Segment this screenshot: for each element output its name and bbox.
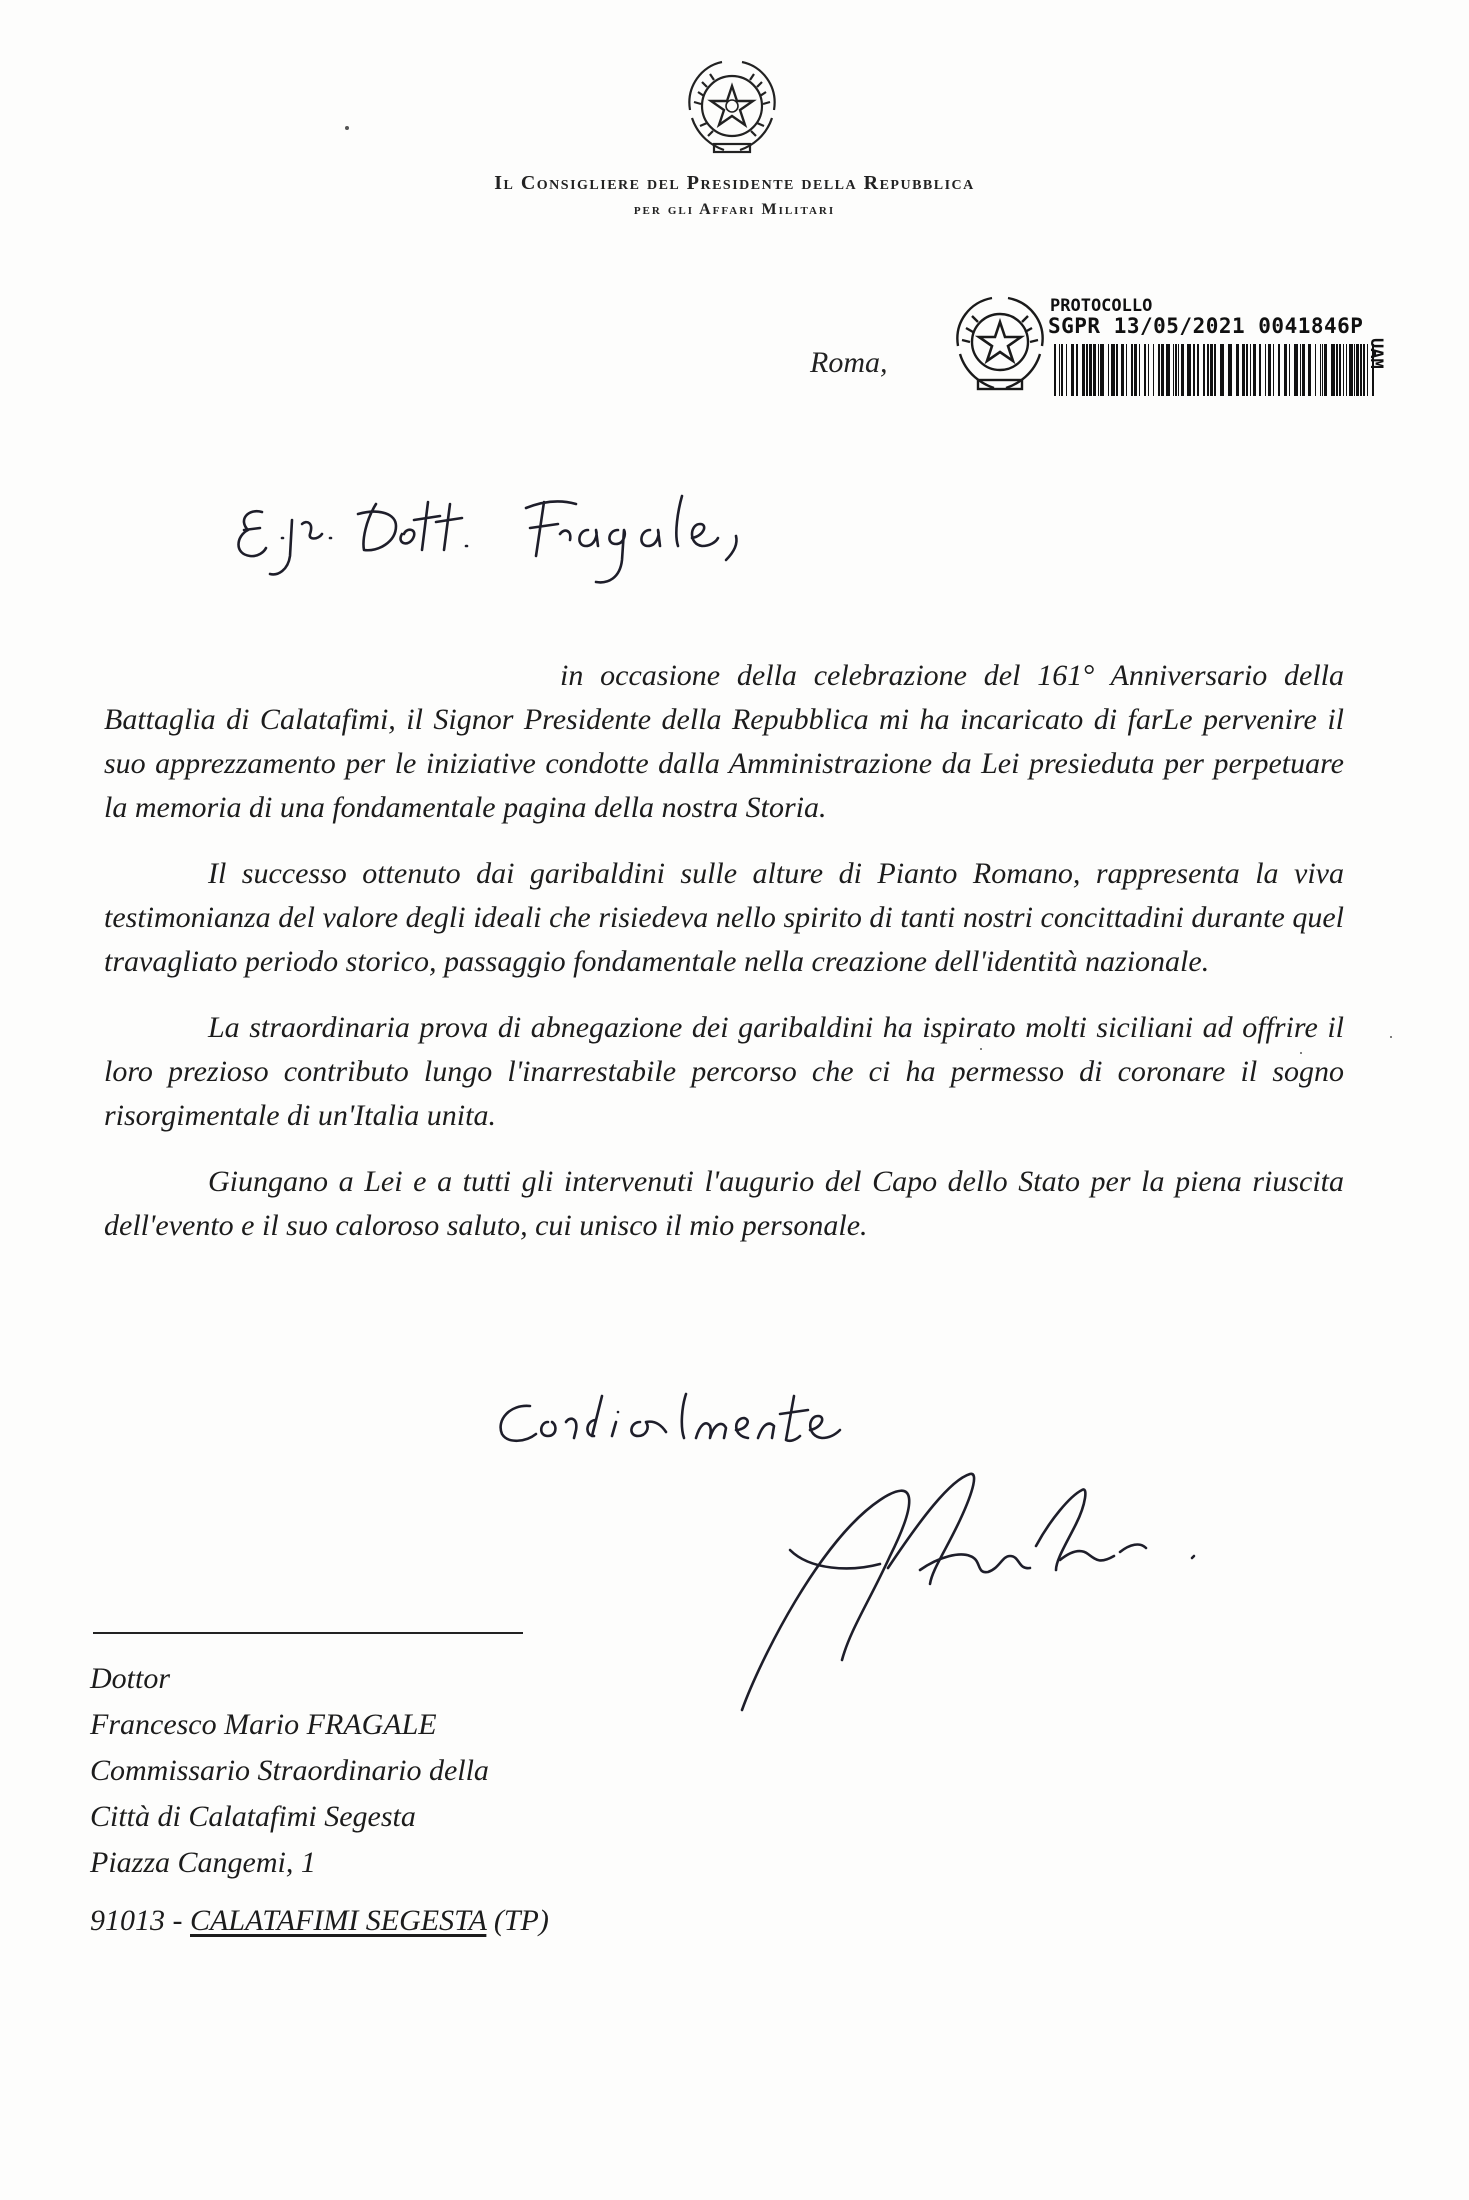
barcode-bar xyxy=(1100,344,1104,396)
barcode-bar xyxy=(1086,344,1088,396)
stamp-side-label: UAM xyxy=(1366,338,1386,369)
barcode-bar xyxy=(1300,344,1301,396)
barcode-bar xyxy=(1322,344,1323,396)
barcode-bar xyxy=(1324,344,1327,396)
place-label: Roma, xyxy=(810,346,888,379)
barcode-bar xyxy=(1273,344,1274,396)
letterhead-subtitle: per gli Affari Militari xyxy=(633,201,836,218)
letterhead xyxy=(0,172,1469,219)
italian-republic-emblem-icon xyxy=(676,52,788,164)
barcode-bar xyxy=(1181,344,1184,396)
barcode-bar xyxy=(1343,344,1344,396)
barcode-bar xyxy=(1071,344,1074,396)
barcode-bar xyxy=(1294,344,1298,396)
barcode-bar xyxy=(1153,344,1154,396)
scan-speck xyxy=(980,1048,982,1050)
barcode-bar xyxy=(1250,344,1251,396)
barcode-bar xyxy=(1268,344,1271,396)
address-postal-line xyxy=(90,1898,549,1944)
barcode-bar xyxy=(1242,344,1245,396)
protocol-label: PROTOCOLLO xyxy=(1050,296,1153,316)
barcode-bar xyxy=(1360,344,1362,396)
barcode-bar xyxy=(1076,344,1078,396)
barcode-bar xyxy=(1108,344,1109,396)
barcode-bar xyxy=(1331,344,1335,396)
barcode-bar xyxy=(1339,344,1341,396)
barcode-bar xyxy=(1139,344,1140,396)
barcode-bar xyxy=(1346,344,1347,396)
barcode-bar xyxy=(1161,344,1164,396)
barcode-bar xyxy=(1054,344,1056,396)
barcode-bar xyxy=(1236,344,1239,396)
barcode-bar xyxy=(1220,344,1224,396)
barcode-bar xyxy=(1082,344,1085,396)
body-paragraph-1: in occasione della celebrazione del 161° Anniversario della Battaglia di Calatafimi, il Signor Presidente della Repubblica mi ha incaricato di farLe pervenire il suo apprezzamento per le iniziative condotte dalla Amministrazione da Lei presieduta per perpetuare la memoria di una fondamentale pagina della nostra Storia. xyxy=(104,659,1344,824)
barcode-bar xyxy=(1246,344,1248,396)
barcode-bar xyxy=(1356,344,1359,396)
address-city: Città di Calatafimi Segesta xyxy=(90,1800,416,1833)
letterhead-title: Il Consigliere del Presidente della Repubblica xyxy=(494,172,975,194)
barcode-bar xyxy=(1111,344,1115,396)
barcode-bar xyxy=(1289,344,1290,396)
body-paragraph-4: Giungano a Lei e a tutti gli intervenuti l'augurio del Capo dello Stato per la piena riuscita dell'evento e il suo caloroso saluto, cui unisco il mio personale. xyxy=(104,1165,1344,1242)
barcode-bar xyxy=(1315,344,1316,396)
barcode-bar xyxy=(1059,344,1060,396)
barcode-bar xyxy=(1121,344,1124,396)
barcode-bar xyxy=(1178,344,1179,396)
barcode-bar xyxy=(1158,344,1160,396)
barcode-bar xyxy=(1203,344,1205,396)
signature xyxy=(720,1460,1300,1720)
barcode-bar xyxy=(1089,344,1092,396)
barcode-bar xyxy=(1349,344,1353,396)
barcode-bar xyxy=(1098,344,1099,396)
signature-line xyxy=(93,1632,523,1634)
address-role: Commissario Straordinario della xyxy=(90,1754,489,1787)
postal-code: 91013 - xyxy=(90,1904,183,1937)
barcode-bar xyxy=(1131,344,1133,396)
barcode-bar xyxy=(1144,344,1146,396)
letter-body xyxy=(104,654,1344,1270)
address-street: Piazza Cangemi, 1 xyxy=(90,1846,316,1879)
barcode-bar xyxy=(1278,344,1280,396)
address-title: Dottor xyxy=(90,1662,171,1695)
barcode-bar xyxy=(1173,344,1174,396)
barcode-bar xyxy=(1214,344,1216,396)
handwritten-closing xyxy=(490,1376,890,1466)
barcode-bar xyxy=(1308,344,1311,396)
barcode-bar xyxy=(1187,344,1191,396)
barcode-bar xyxy=(1265,344,1266,396)
barcode-bar xyxy=(1116,344,1118,396)
barcode-bar xyxy=(1336,344,1338,396)
barcode-bar xyxy=(1354,344,1355,396)
barcode-bar xyxy=(1197,344,1199,396)
barcode-bar xyxy=(1259,344,1261,396)
barcode-bar xyxy=(1193,344,1195,396)
barcode-bar xyxy=(1126,344,1127,396)
barcode-bar xyxy=(1253,344,1256,396)
barcode-bar xyxy=(1284,344,1287,396)
postal-city: CALATAFIMI SEGESTA xyxy=(190,1904,487,1937)
stamp-emblem-icon xyxy=(948,292,1052,396)
scan-speck xyxy=(1390,1036,1392,1038)
barcode-bar xyxy=(1134,344,1137,396)
barcode-bar xyxy=(1148,344,1149,396)
barcode-bar xyxy=(1207,344,1209,396)
recipient-address xyxy=(90,1656,549,1944)
scan-speck xyxy=(345,126,349,130)
body-paragraph-2: Il successo ottenuto dai garibaldini sulle alture di Pianto Romano, rappresenta la viva testimonianza del valore degli ideali che risiedeva nello spirito di tanti nostri concittadini durante quel travagliato periodo storico, passaggio fondamentale nella creazione dell'identità nazionale. xyxy=(104,857,1344,978)
province: (TP) xyxy=(493,1904,549,1937)
barcode-bar xyxy=(1066,344,1067,396)
barcode-bar xyxy=(1320,344,1321,396)
barcode-bar xyxy=(1210,344,1213,396)
barcode-bar xyxy=(1363,344,1365,396)
handwritten-salutation xyxy=(226,490,766,610)
address-name: Francesco Mario FRAGALE xyxy=(90,1708,437,1741)
barcode-bar xyxy=(1166,344,1170,396)
barcode-bar xyxy=(1175,344,1177,396)
barcode-image xyxy=(1052,344,1378,396)
protocol-code: SGPR 13/05/2021 0041846P xyxy=(1048,314,1364,338)
body-paragraph-3: La straordinaria prova di abnegazione dei garibaldini ha ispirato molti siciliani ad offrire il loro prezioso contributo lungo l'inarrestabile percorso che ci ha permesso di coronare il sogno risorgimentale di un'Italia unita. xyxy=(104,1011,1344,1132)
barcode-bar xyxy=(1093,344,1096,396)
barcode-bar xyxy=(1302,344,1305,396)
barcode-bar xyxy=(1228,344,1232,396)
barcode-bar xyxy=(1061,344,1063,396)
scan-speck xyxy=(1300,1052,1302,1054)
